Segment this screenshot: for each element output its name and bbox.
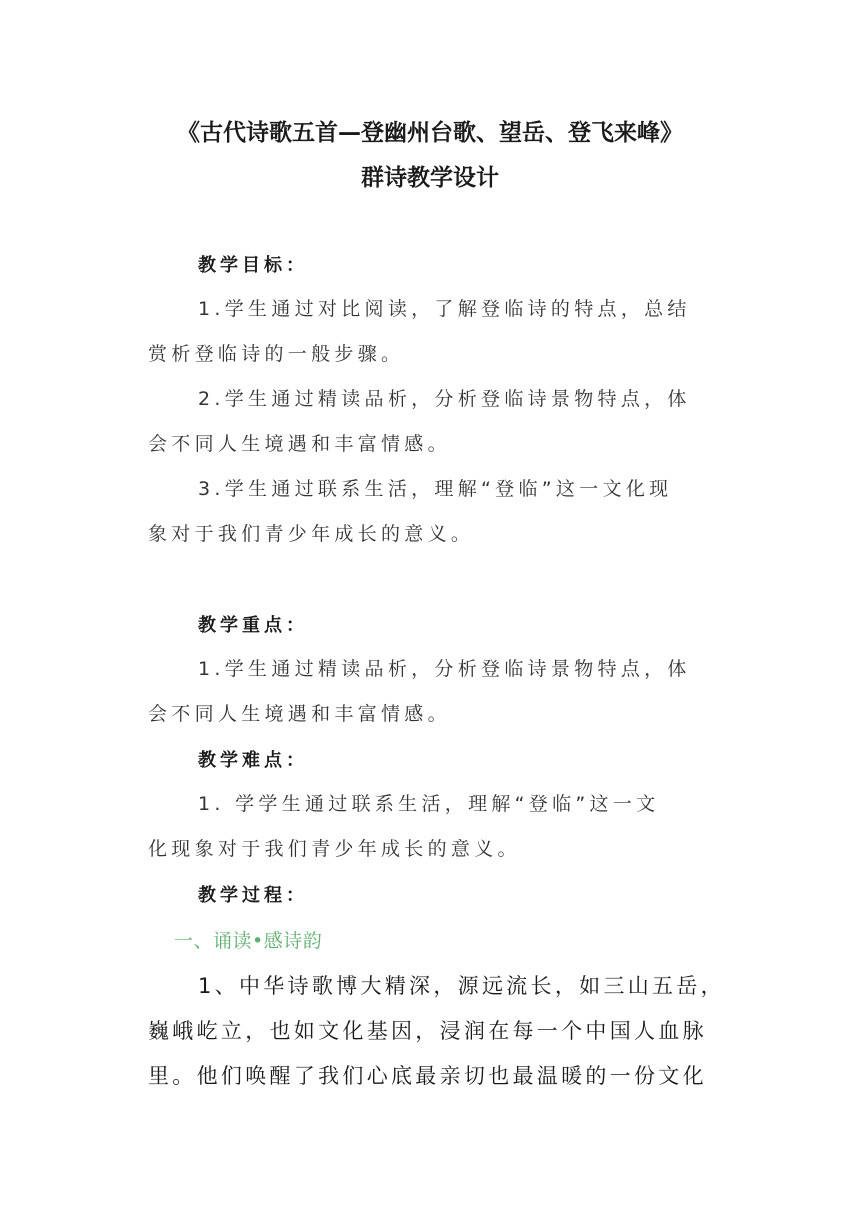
- objective-2-line1: 2.学生通过精读品析，分析登临诗景物特点，体: [198, 388, 691, 410]
- objective-1-line2: 赏析登临诗的一般步骤。: [148, 343, 405, 365]
- objectives-heading: 教学目标：: [198, 255, 308, 276]
- difficulty-1-line2: 化现象对于我们青少年成长的意义。: [148, 838, 521, 860]
- objective-3-line1: 3.学生通过联系生活，理解“登临”这一文化现: [198, 478, 673, 500]
- objective-2-line2: 会不同人生境遇和丰富情感。: [148, 433, 451, 455]
- document-title-line2: 群诗教学设计: [361, 165, 499, 191]
- process-para1-line1: 1、中华诗歌博大精深，源远流长，如三山五岳，: [198, 974, 725, 998]
- process-para1-line2: 巍峨屹立，也如文化基因，浸润在每一个中国人血脉: [148, 1019, 707, 1043]
- key-point-1-line2: 会不同人生境遇和丰富情感。: [148, 703, 451, 725]
- section-1-title: 一、诵读•感诗韵: [174, 930, 323, 952]
- key-point-1-line1: 1.学生通过精读品析，分析登临诗景物特点，体: [198, 658, 691, 680]
- process-heading: 教学过程：: [198, 885, 308, 906]
- objective-3-line2: 象对于我们青少年成长的意义。: [148, 523, 475, 545]
- objective-1-line1: 1.学生通过对比阅读，了解登临诗的特点，总结: [198, 298, 691, 320]
- difficulty-1-line1: 1. 学学生通过联系生活，理解“登临”这一文: [198, 793, 660, 815]
- process-para1-line3: 里。他们唤醒了我们心底最亲切也最温暖的一份文化: [148, 1064, 707, 1088]
- key-points-heading: 教学重点：: [198, 615, 308, 636]
- difficulties-heading: 教学难点：: [198, 750, 308, 771]
- document-title-line1: 《古代诗歌五首—登幽州台歌、望岳、登飞来峰》: [177, 120, 683, 146]
